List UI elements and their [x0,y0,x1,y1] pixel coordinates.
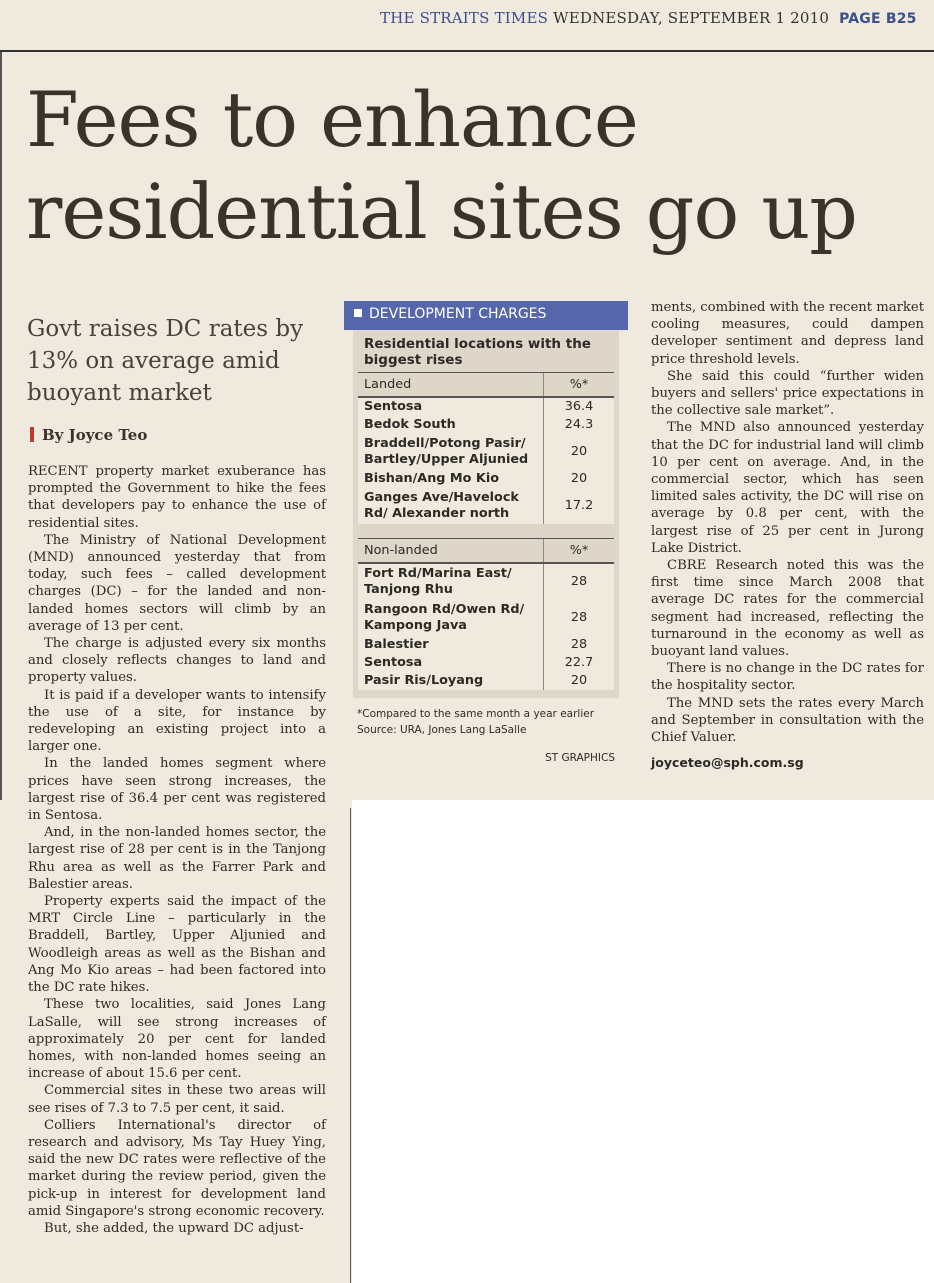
headline [26,74,916,258]
development-charges-graphic [344,301,628,766]
column-1-paragraph: Commercial sites in these two areas will see rises of 7.3 to 7.5 per cent, it said. [28,1083,326,1116]
column-1-paragraph: Colliers International's director of research and advisory, Ms Tay Huey Ying, said the new DC rates were reflective of the market during the review period, given the pick-up in interest for development land amid Singapore's strong economic recovery. [28,1117,326,1219]
column-3-paragraph: There is no change in the DC rates for the hospitality sector. [651,661,924,694]
page-number: PAGE B25 [839,11,917,27]
column-divider [350,808,351,1283]
byline-accent-bar [30,427,34,442]
percent-value: 28 [544,563,615,600]
table-row [358,434,614,470]
table-row [358,600,614,636]
location-name: Ganges Ave/Havelock Rd/ Alexander north [358,488,544,524]
column-1-paragraph: RECENT property market exuberance has prompted the Government to hike the fees that developers pay to enhance the use of residential sites. [28,464,326,531]
headline-line-2: residential sites go up [26,167,857,256]
column-1-paragraph: The Ministry of National Development (MND) announced yesterday that from today, such fees – called development charges (DC) – for the landed and non-landed homes sectors will climb by an average of 13 per cent. [28,532,326,634]
column-3-paragraph: She said this could “further widen buyers and sellers' price expectations in the collective sale market”. [651,368,924,419]
subheadline: Govt raises DC rates by 13% on average amid buoyant market [27,316,304,406]
percent-value: 24.3 [544,416,615,434]
column-3-paragraph: ments, combined with the recent market cooling measures, could dampen developer sentiment and depress land price threshold levels. [651,300,925,367]
percent-value: 20 [544,434,615,470]
headline-line-1: Fees to enhance [26,75,638,164]
article-column-3 [651,299,924,771]
article-column-1 [28,463,326,1237]
graphic-box [353,330,619,698]
graphics-credit: ST GRAPHICS [545,752,615,764]
table-row [358,488,614,524]
location-name: Balestier [358,636,544,654]
location-name: Sentosa [358,654,544,672]
percent-value: 20 [544,470,615,488]
newspaper-name: THE STRAITS TIMES [380,9,549,27]
percent-value: 28 [544,636,615,654]
column-1-paragraph: These two localities, said Jones Lang LaSalle, will see strong increases of approximately 20 per cent for landed homes, with non-landed homes seeing an increase of about 15.6 per cent. [28,997,326,1082]
source-text: Source: URA, Jones Lang LaSalle [357,724,527,736]
column-1-paragraph: It is paid if a developer wants to intensify the use of a site, for instance by redeveloping an existing project into a larger one. [28,687,326,755]
table-row [358,654,614,672]
location-name: Bishan/Ang Mo Kio [358,470,544,488]
percent-value: 36.4 [544,397,615,416]
location-name: Fort Rd/Marina East/ Tanjong Rhu [358,563,544,600]
percent-value: 20 [544,672,615,690]
author-email: joyceteo@sph.com.sg [651,755,804,771]
location-name: Pasir Ris/Loyang [358,672,544,690]
column-1-paragraph: Property experts said the impact of the MRT Circle Line – particularly in the Braddell, Bartley, Upper Aljunied and Woodleigh areas as well as the Bishan and Ang Mo Kio areas – had been factored into the DC rate hikes. [28,894,326,996]
footnote-text: *Compared to the same month a year earlier [357,708,595,720]
location-name: Bedok South [358,416,544,434]
column-1-paragraph: In the landed homes segment where prices have seen strong increases, the largest rise of 36.4 per cent was registered in Sentosa. [28,756,326,824]
nonlanded-header: Non-landed [358,539,544,564]
percent-value: 28 [544,600,615,636]
byline [30,426,147,444]
square-bullet-icon [354,309,362,317]
column-1-paragraph: The charge is adjusted every six months and closely reflects changes to land and property values. [28,636,326,686]
column-3-paragraph: The MND also announced yesterday that the DC for industrial land will climb 10 per cent on average. And, in the commercial sector, which has seen limited sales activity, the DC will rise on average by 0.8 per cent, with the largest rise of 25 per cent in Jurong Lake District. [651,420,924,556]
nonlanded-rows [358,563,614,690]
landed-header: Landed [358,373,544,398]
table-row [358,563,614,600]
table-row [358,397,614,416]
percent-value: 17.2 [544,488,615,524]
byline-text: By Joyce Teo [42,426,148,444]
table-row [358,470,614,488]
masthead-rule [0,50,934,52]
landed-rows [358,397,614,524]
masthead [380,9,925,27]
column-3-paragraph: The MND sets the rates every March and September in consultation with the Chief Valuer. [651,695,924,746]
graphic-header-text: DEVELOPMENT CHARGES [369,306,547,322]
graphic-title: Residential locations with the biggest rises [364,336,591,368]
percent-value: 22.7 [544,654,615,672]
column-3-paragraph: CBRE Research noted this was the first time since March 2008 that average DC rates for the commercial segment had increased, reflecting the turnaround in the economy as well as buoyant land values. [651,558,924,660]
percent-header: %* [544,539,615,564]
column-1-paragraph: And, in the non-landed homes sector, the largest rise of 28 per cent is in the Tanjong Rhu area as well as the Farrer Park and Balestier areas. [28,825,326,892]
table-row [358,416,614,434]
table-gap [358,524,614,539]
table-row [358,636,614,654]
location-name: Rangoon Rd/Owen Rd/ Kampong Java [358,600,544,636]
table-row [358,672,614,690]
graphic-footnote [344,698,628,766]
left-border [0,52,2,800]
location-name: Braddell/Potong Pasir/ Bartley/Upper Aljunied [358,434,544,470]
issue-date: WEDNESDAY, SEPTEMBER 1 2010 [553,9,830,27]
graphic-header [344,301,628,330]
charges-table [358,372,614,690]
percent-header: %* [544,373,615,398]
location-name: Sentosa [358,397,544,416]
column-1-paragraph: But, she added, the upward DC adjust- [44,1220,304,1236]
